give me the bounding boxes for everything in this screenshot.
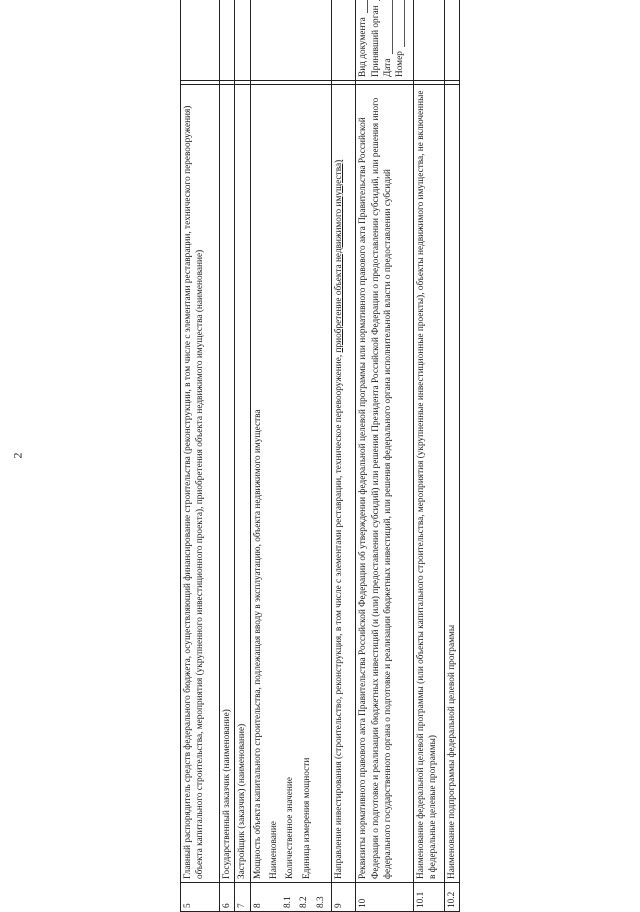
row-6-text: Государственный заказчик (наименование) <box>219 85 234 883</box>
row-7-number: 7 <box>235 883 250 912</box>
row-9-number: 9 <box>332 883 356 912</box>
document-type-line <box>359 0 368 13</box>
row-6-number: 6 <box>219 883 234 912</box>
row-5-text: Главный распорядитель средств федерального бюджета, осуществляющий финансирование строительства (реконструкции, в том числе с элементами реставрации, технического перевооружения) объекта капитального строительства, мероприятия (укрупненного инвестиционного проекта), приобретения объекта недвижимого имущества (наименование) <box>181 85 220 883</box>
row-9-value <box>332 0 356 81</box>
row-8-3-number: 8.3 <box>315 896 326 908</box>
row-7-value <box>235 0 250 81</box>
number-line <box>396 0 405 47</box>
row-9-content <box>332 85 356 883</box>
row-8-number: 8 <box>252 903 263 908</box>
row-5-value <box>181 0 220 81</box>
row-10-requisites <box>356 0 414 81</box>
requisite-number: Номер <box>394 0 406 77</box>
row-10-1-number: 10.1 <box>413 883 444 912</box>
row-10-2-value <box>444 0 459 81</box>
row-8-text: Мощность объекта капитального строительства, подлежащая вводу в эксплуатацию, объекта недвижимого имущества <box>252 409 263 879</box>
row-8-1-number: 8.1 <box>282 896 293 908</box>
row-10-1-value <box>413 0 444 81</box>
row-8-2-number: 8.2 <box>299 896 310 908</box>
form-table <box>180 0 460 912</box>
row-5-number: 5 <box>181 883 220 912</box>
row-10-2-text: Наименование подпрограммы федеральной целевой программы <box>444 85 459 883</box>
requisite-issuing-body: Принявший орган <box>370 0 382 77</box>
issuing-body-line <box>371 0 380 1</box>
date-line <box>384 0 393 54</box>
row-10-2-number: 10.2 <box>444 883 459 912</box>
requisite-date: Дата <box>382 0 394 77</box>
page-number: 2 <box>10 452 25 459</box>
row-9-text-underlined: приобретение объекта недвижимого имущества) <box>334 159 345 353</box>
row-8-1-text: Наименование <box>268 821 279 879</box>
row-8-2-text: Количественное значение <box>285 776 296 879</box>
row-6-value <box>219 0 234 81</box>
row-10-1-text: Наименование федеральной целевой программы (или объекты капитального строительства, мероприятия (укрупненные инвестиционные проекты), объекты недвижимого имущества, не включенные в федеральные целевые программы) <box>413 85 444 883</box>
requisite-document-type: Вид документа <box>357 0 369 77</box>
row-10-number: 10 <box>356 883 414 912</box>
row-8-value <box>250 0 332 81</box>
row-9-text: Направление инвестирования (строительство, реконструкция, в том числе с элементами реставрации, техническое перевооружение, <box>334 352 345 879</box>
row-7-text: Застройщик (заказчик) (наименование) <box>235 85 250 883</box>
row-8-content <box>250 85 332 883</box>
row-8-3-text: Единица измерения мощности <box>301 757 312 879</box>
row-10-text: Реквизиты нормативного правового акта Правительства Российской Федерации об утверждении федеральной целевой программы или нормативного правового акта Правительства Российской Федерации о подготовке и реализации бюджетных инвестиций (и (или) предоставлении субсидий) или решения Президента Российской Федерации о предоставлении субсидий, или решения иного федерального государственного органа о подготовке и реализации бюджетных инвестиций, или решения федерального органа исполнительной власти о предоставлении субсидий <box>356 85 414 883</box>
row-8-numbers <box>250 883 332 912</box>
